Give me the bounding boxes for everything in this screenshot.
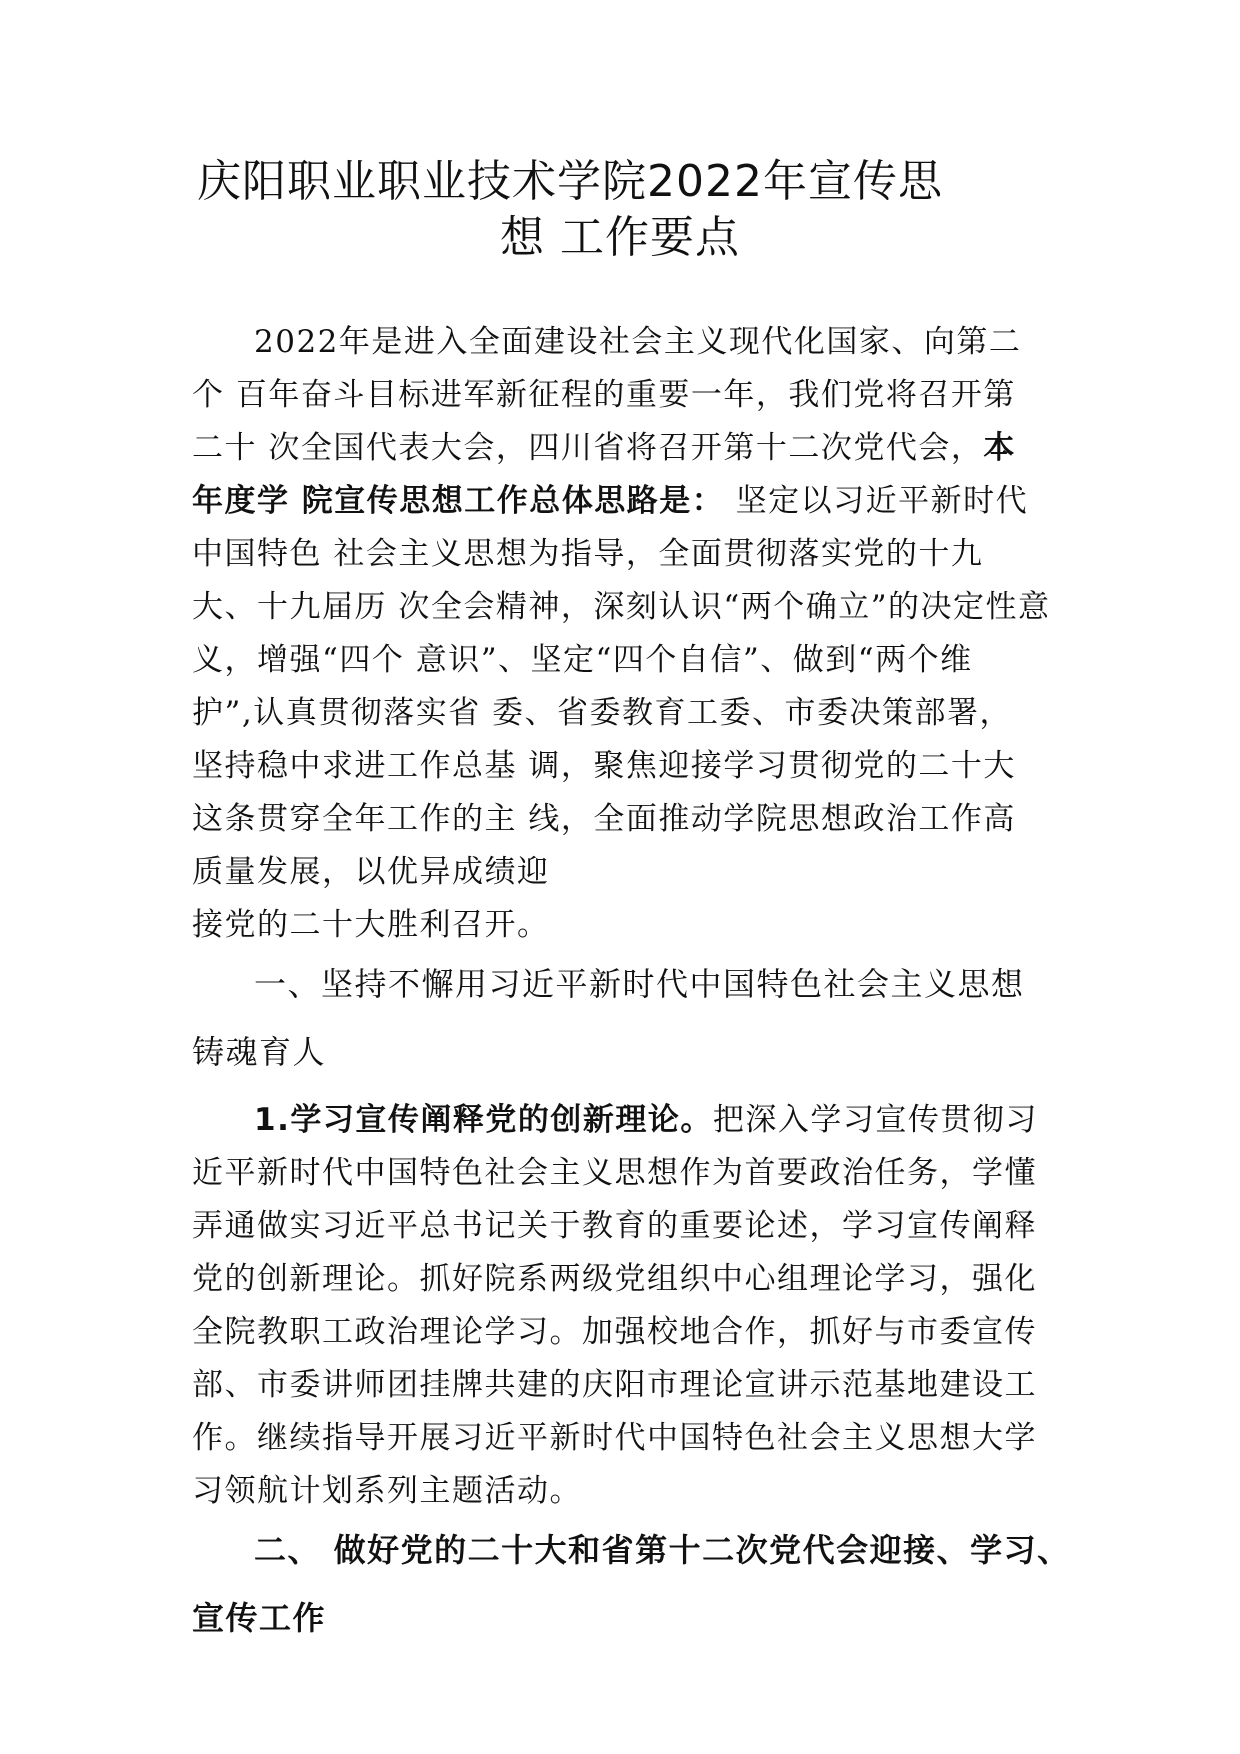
intro-line-3-text: 二十 次全国代表大会，四川省将召开第十二次党代会， [192,430,984,466]
intro-line-1: 2022年是进入全面建设社会主义现代化国家、向第二 [254,324,1022,360]
section-2-heading-line-2: 宣传工作 [192,1599,327,1637]
document-title-line-2: 想 工作要点 [500,212,740,263]
intro-line-2: 个 百年奋斗目标进军新征程的重要一年，我们党将召开第 [192,377,1016,413]
intro-line-4-text: 坚定以习近平新时代 [724,483,1029,519]
intro-line-9: 坚持稳中求进工作总基 调，聚焦迎接学习贯彻党的二十大 [192,748,1016,784]
item-1-line-5: 全院教职工政治理论学习。加强校地合作，抓好与市委宣传 [192,1314,1037,1350]
item-1-line-8: 习领航计划系列主题活动。 [192,1473,582,1509]
item-1-line-3: 弄通做实习近平总书记关于教育的重要论述，学习宣传阐释 [192,1208,1037,1244]
item-1-line-1-text: 把深入学习宣传贯彻习 [712,1102,1038,1138]
section-1-heading-line-1: 一、坚持不懈用习近平新时代中国特色社会主义思想 [254,965,1025,1003]
intro-line-8: 护”,认真贯彻落实省 委、省委教育工委、市委决策部署， [192,695,1013,731]
item-1-line-2: 近平新时代中国特色社会主义思想作为首要政治任务，学懂 [192,1155,1037,1191]
item-1-line-1 [254,1100,1038,1140]
intro-line-5: 中国特色 社会主义思想为指导，全面贯彻落实党的十九 [192,536,984,572]
item-1-lead: 1.学习宣传阐释党的创新理论。 [254,1102,713,1138]
intro-line-4 [192,481,1028,521]
intro-line-12: 接党的二十大胜利召开。 [192,907,550,943]
intro-line-4-bold: 年度学 院宣传思想工作总体思路是： [192,483,725,519]
intro-line-6: 大、十九届历 次全会精神，深刻认识“两个确立”的决定性意 [192,589,1051,625]
intro-line-7: 义，增强“四个 意识”、坚定“四个自信”、做到“两个维 [192,642,973,678]
intro-line-3 [192,428,1016,468]
intro-line-3-bold: 本 [983,430,1016,466]
item-1-line-7: 作。继续指导开展习近平新时代中国特色社会主义思想大学 [192,1420,1037,1456]
item-1-line-6: 部、市委讲师团挂牌共建的庆阳市理论宣讲示范基地建设工 [192,1367,1037,1403]
section-1-heading-line-2: 铸魂育人 [192,1033,327,1071]
intro-line-11: 质量发展，以优异成绩迎 [192,854,550,890]
intro-line-10: 这条贯穿全年工作的主 线，全面推动学院思想政治工作高 [192,801,1016,837]
item-1-line-4: 党的创新理论。抓好院系两级党组织中心组理论学习，强化 [192,1261,1037,1297]
section-2-heading-line-1: 二、 做好党的二十大和省第十二次党代会迎接、学习、 [254,1531,1071,1569]
document-title-line-1: 庆阳职业职业技术学院2022年宣传思 [197,156,943,207]
